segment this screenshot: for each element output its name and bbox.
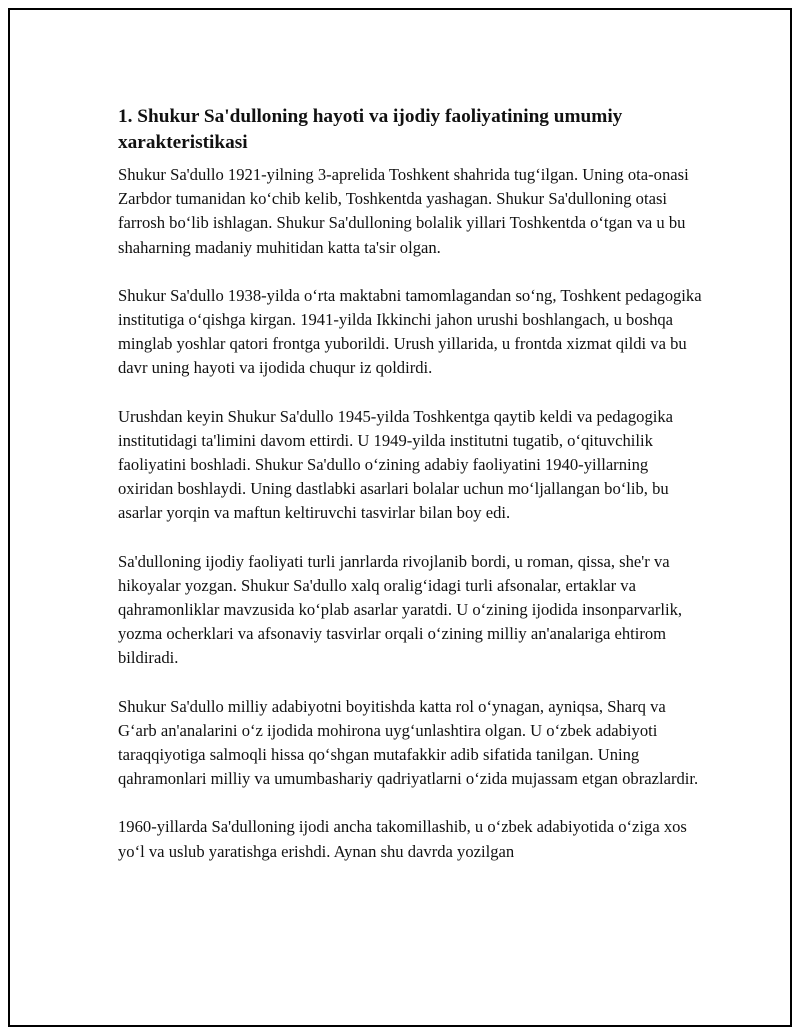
paragraph-5: Shukur Sa'dullo milliy adabiyotni boyitishda katta rol o‘ynagan, ayniqsa, Sharq va G‘arb an'analarini o‘z ijodida mohirona uyg‘unlashtira olgan. U o‘zbek adabiyoti taraqqiyotiga salmoqli hissa qo‘shgan mutafakkir adib sifatida tanilgan. Uning qahramonlari milliy va umumbashariy qadriyatlarni o‘zida mujassam etgan obrazlardir.: [118, 696, 699, 789]
paragraph-3: Urushdan keyin Shukur Sa'dullo 1945-yilda Toshkentga qaytib keldi va pedagogika institutidagi ta'limini davom ettirdi. U 1949-yilda institutni tugatib, o‘qituvchilik faoliyatini boshladi. Shukur Sa'dullo o‘zining adabiy faoliyatini 1940-yillarning oxiridan boshlaydi. Uning dastlabki asarlari bolalar uchun mo‘ljallangan bo‘lib, bu asarlar yorqin va maftun keltiruvchi tasvirlar bilan boy edi.: [118, 406, 674, 523]
paragraph-6: 1960-yillarda Sa'dulloning ijodi ancha takomillashib, u o‘zbek adabiyotida o‘ziga xos yo‘l va uslub yaratishga erishdi. Aynan shu davrda yozilgan: [118, 817, 687, 861]
section-heading: 1. Shukur Sa'dulloning hayoti va ijodiy faoliyatining umumiy xarakteristikasi: [118, 106, 623, 153]
paragraph-2: Shukur Sa'dullo 1938-yilda o‘rta maktabni tamomlagandan so‘ng, Toshkent pedagogika institutiga o‘qishga kirgan. 1941-yilda Ikkinchi jahon urushi boshlangach, u boshqa minglab yoshlar qatori frontga yuborildi. Urush yillarida, u frontda xizmat qildi va bu davr uning hayoti va ijodida chuqur iz qoldirdi.: [118, 285, 702, 378]
document-body: [118, 104, 702, 888]
paragraph-1: Shukur Sa'dullo 1921-yilning 3-aprelida Toshkent shahrida tug‘ilgan. Uning ota-onasi Zarbdor tumanidan ko‘chib kelib, Toshkentda yashagan. Shukur Sa'dulloning otasi farrosh bo‘lib ishlagan. Shukur Sa'dulloning bolalik yillari Toshkentda o‘tgan va u bu shaharning madaniy muhitidan katta ta'sir olgan.: [118, 165, 689, 257]
document-page: [8, 8, 792, 1027]
paragraph-4: Sa'dulloning ijodiy faoliyati turli janrlarda rivojlanib bordi, u roman, qissa, she'r va hikoyalar yozgan. Shukur Sa'dullo xalq oralig‘idagi turli afsonalar, ertaklar va qahramonliklar mavzusida ko‘plab asarlar yaratdi. U o‘zining ijodida insonparvarlik, yozma ocherklari va afsonaviy tasvirlar orqali o‘zining milliy an'analariga ehtirom bildiradi.: [118, 551, 683, 668]
